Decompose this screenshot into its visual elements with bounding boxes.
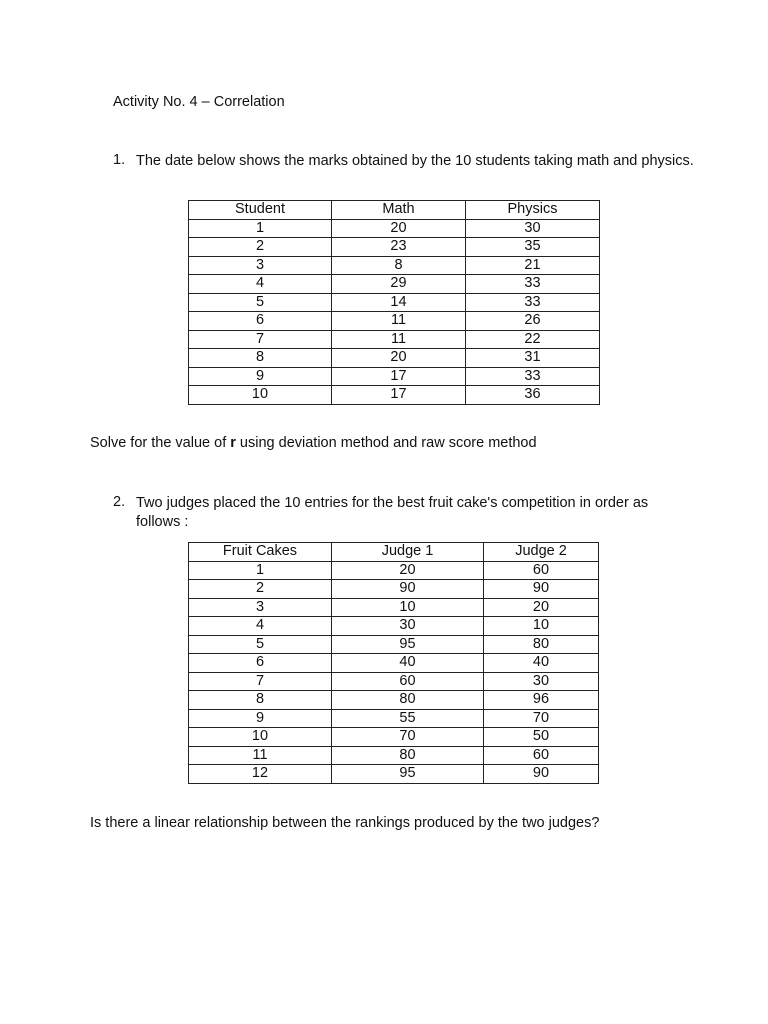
- table-row: [189, 580, 599, 599]
- table-cell: 22: [466, 330, 600, 349]
- table-cell: 60: [484, 561, 599, 580]
- instruction-text: Solve for the value of: [90, 435, 231, 451]
- table-row: [189, 709, 599, 728]
- table-cell: 5: [189, 293, 332, 312]
- question-2-instruction: Is there a linear relationship between the rankings produced by the two judges?: [90, 815, 600, 831]
- question-2-number: 2.: [113, 494, 126, 510]
- instruction-text: using deviation method and raw score method: [235, 435, 537, 451]
- column-header-physics: Physics: [466, 201, 600, 220]
- table-cell: 1: [189, 219, 332, 238]
- table-row: [189, 617, 599, 636]
- question-2-text: Two judges placed the 10 entries for the best fruit cake's competition in order as follows :: [136, 495, 649, 530]
- table-cell: 26: [466, 312, 600, 331]
- table-cell: 70: [484, 709, 599, 728]
- table-row: [189, 238, 600, 257]
- table-cell: 2: [189, 580, 332, 599]
- table-cell: 8: [189, 349, 332, 368]
- table-cell: 80: [484, 635, 599, 654]
- table-cell: 4: [189, 275, 332, 294]
- table-cell: 12: [189, 765, 332, 784]
- table-cell: 7: [189, 672, 332, 691]
- table-cell: 9: [189, 709, 332, 728]
- table-row: [189, 635, 599, 654]
- table-row: [189, 293, 600, 312]
- table-row: [189, 765, 599, 784]
- table-cell: 20: [332, 219, 466, 238]
- table-cell: 30: [466, 219, 600, 238]
- table-cell: 30: [484, 672, 599, 691]
- table-row: [189, 349, 600, 368]
- table-cell: 33: [466, 293, 600, 312]
- column-header-judge-1: Judge 1: [332, 543, 484, 562]
- table-cell: 17: [332, 367, 466, 386]
- table-cell: 60: [484, 746, 599, 765]
- table-cell: 90: [484, 580, 599, 599]
- table-row: [189, 728, 599, 747]
- table-cell: 55: [332, 709, 484, 728]
- table-cell: 20: [332, 349, 466, 368]
- table-cell: 95: [332, 635, 484, 654]
- table-cell: 3: [189, 598, 332, 617]
- table-cell: 11: [189, 746, 332, 765]
- table-cell: 8: [189, 691, 332, 710]
- table-row: [189, 219, 600, 238]
- column-header-student: Student: [189, 201, 332, 220]
- table-row: [189, 561, 599, 580]
- math-physics-table: [188, 200, 600, 405]
- table-row: [189, 598, 599, 617]
- fruit-cake-table-body: [189, 561, 599, 783]
- question-1-text: The date below shows the marks obtained by the 10 students taking math and physics.: [136, 153, 694, 169]
- table-cell: 33: [466, 275, 600, 294]
- table-cell: 29: [332, 275, 466, 294]
- question-1-number: 1.: [113, 152, 126, 168]
- table-cell: 40: [484, 654, 599, 673]
- table-cell: 95: [332, 765, 484, 784]
- table-cell: 30: [332, 617, 484, 636]
- table-cell: 17: [332, 386, 466, 405]
- table-row: [189, 672, 599, 691]
- table-header-row: [189, 543, 599, 562]
- table-cell: 60: [332, 672, 484, 691]
- table-cell: 80: [332, 691, 484, 710]
- table-cell: 70: [332, 728, 484, 747]
- table-cell: 8: [332, 256, 466, 275]
- table-cell: 10: [189, 386, 332, 405]
- column-header-fruit-cakes: Fruit Cakes: [189, 543, 332, 562]
- table-cell: 6: [189, 654, 332, 673]
- table-row: [189, 746, 599, 765]
- page-title: Activity No. 4 – Correlation: [113, 94, 285, 110]
- table-cell: 23: [332, 238, 466, 257]
- table-cell: 21: [466, 256, 600, 275]
- table-row: [189, 275, 600, 294]
- table-cell: 10: [484, 617, 599, 636]
- column-header-math: Math: [332, 201, 466, 220]
- table-cell: 20: [332, 561, 484, 580]
- table-row: [189, 654, 599, 673]
- fruit-cake-table: [188, 542, 599, 784]
- table-cell: 31: [466, 349, 600, 368]
- table-cell: 7: [189, 330, 332, 349]
- table-cell: 20: [484, 598, 599, 617]
- column-header-judge-2: Judge 2: [484, 543, 599, 562]
- table-cell: 11: [332, 312, 466, 331]
- table-cell: 1: [189, 561, 332, 580]
- table-cell: 4: [189, 617, 332, 636]
- table-cell: 10: [189, 728, 332, 747]
- table-cell: 11: [332, 330, 466, 349]
- table-cell: 5: [189, 635, 332, 654]
- table-cell: 96: [484, 691, 599, 710]
- table-row: [189, 691, 599, 710]
- table-cell: 50: [484, 728, 599, 747]
- table-row: [189, 312, 600, 331]
- table-cell: 2: [189, 238, 332, 257]
- table-cell: 33: [466, 367, 600, 386]
- table-cell: 14: [332, 293, 466, 312]
- table-cell: 3: [189, 256, 332, 275]
- table-cell: 40: [332, 654, 484, 673]
- question-1-instruction: [90, 435, 537, 451]
- table-cell: 36: [466, 386, 600, 405]
- table-cell: 90: [484, 765, 599, 784]
- table-row: [189, 386, 600, 405]
- table-header-row: [189, 201, 600, 220]
- table-row: [189, 256, 600, 275]
- table-cell: 9: [189, 367, 332, 386]
- table-row: [189, 367, 600, 386]
- table-row: [189, 330, 600, 349]
- table-cell: 35: [466, 238, 600, 257]
- table-cell: 6: [189, 312, 332, 331]
- table-cell: 90: [332, 580, 484, 599]
- instruction-bold-r: r: [230, 435, 236, 451]
- math-physics-table-body: [189, 219, 600, 404]
- table-cell: 80: [332, 746, 484, 765]
- table-cell: 10: [332, 598, 484, 617]
